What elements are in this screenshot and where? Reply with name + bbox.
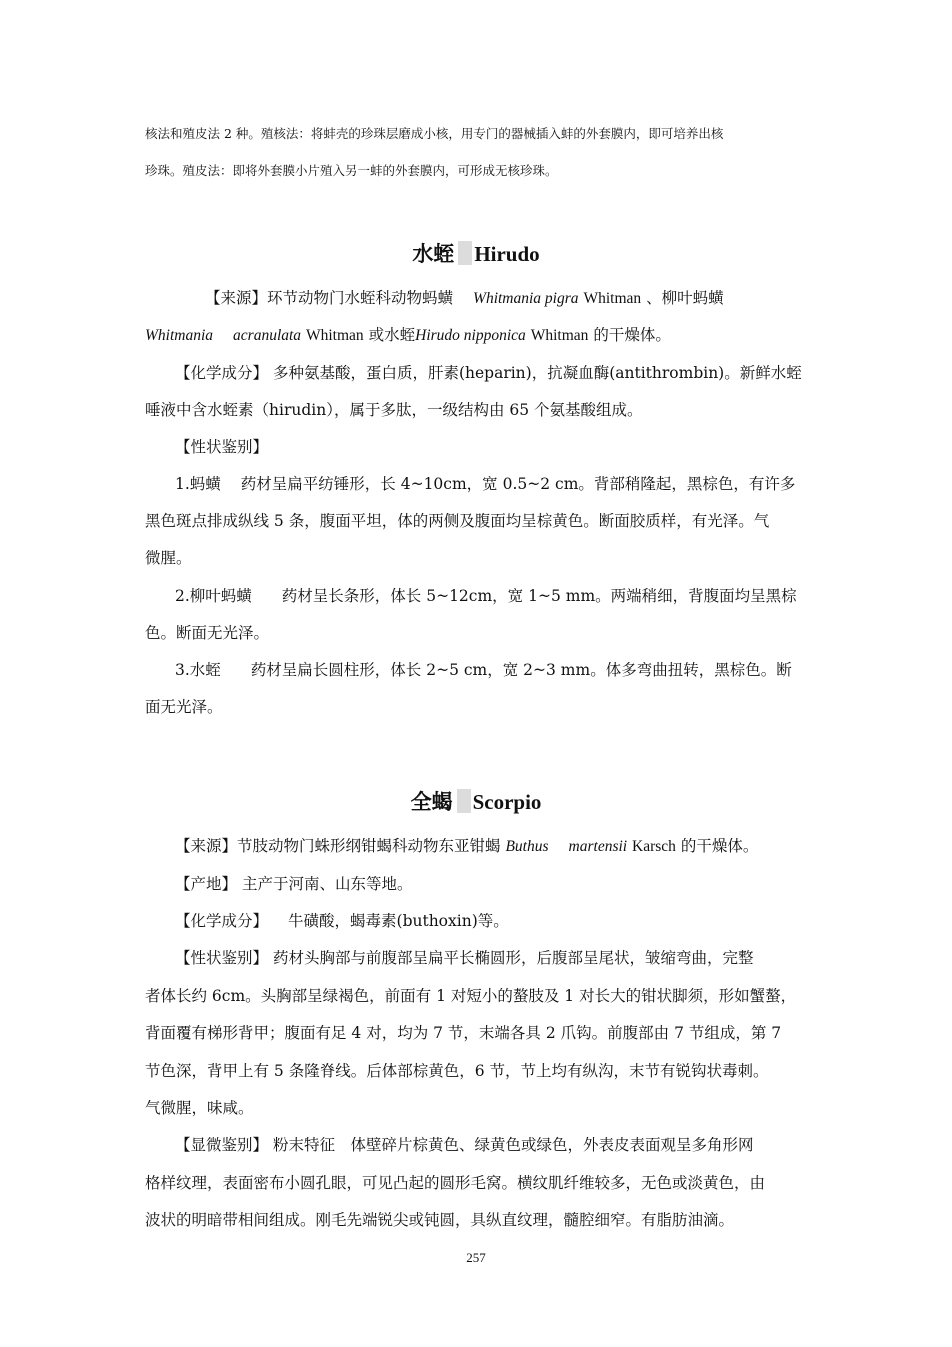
section-title-scorpio (0, 788, 952, 816)
source-label: 【来源】 (205, 289, 268, 307)
species-author: Whitman (530, 327, 589, 344)
title-chinese: 全蝎 (410, 789, 453, 814)
species-genus: Whitmania (145, 327, 214, 344)
species-author: Whitman (583, 290, 642, 307)
scorpio-identify-line-1 (175, 948, 810, 968)
source-text: 或水蛭 (368, 326, 416, 344)
scorpio-micro-line-3: 波状的明暗带相间组成。刚毛先端锐尖或钝圆，具纵直纹理，髓腔细窄。有脂肪油滴。 (145, 1211, 735, 1229)
hirudo-source-line-2 (145, 325, 810, 346)
scorpio-identify-line-4: 节色深，背甲上有 5 条隆脊线。后体部棕黄色，6 节，节上均有纵沟，末节有锐钩状毒刺。 (145, 1062, 769, 1080)
species-author: Whitman (306, 327, 364, 344)
species-genus: Buthus (505, 838, 549, 855)
source-text: 环节动物门水蛭科动物蚂蟥 (267, 289, 454, 307)
micro-label: 【显微鉴别】 (175, 1136, 269, 1154)
item-text: 药材呈扁平纺锤形，长 4~10cm，宽 0.5~2 cm。背部稍隆起，黑棕色，有许多 (240, 475, 796, 493)
chem-text: 多种氨基酸，蛋白质，肝素(heparin)，抗凝血酶(antithrombin)。新鲜水蛭 (272, 364, 802, 382)
item-name: 2.柳叶蚂蟥 (175, 587, 252, 605)
chem-text: 牛磺酸，蝎毒素(buthoxin)等。 (288, 912, 509, 930)
scorpio-origin-line (175, 874, 810, 894)
species-epithet: martensii (568, 838, 628, 855)
hirudo-item3-line-2: 面无光泽。 (145, 698, 223, 716)
hirudo-chem-line-2: 唾液中含水蛭素（hirudin），属于多肽，一级结构由 65 个氨基酸组成。 (145, 401, 643, 419)
scorpio-chem-line (175, 911, 810, 931)
hirudo-source-line-1 (205, 288, 870, 309)
intro-line-2: 珍珠。殖皮法：即将外套膜小片殖入另一蚌的外套膜内，可形成无核珍珠。 (145, 163, 558, 178)
item-name: 3.水蛭 (175, 661, 221, 679)
scorpio-micro-line-1 (175, 1135, 810, 1155)
source-text: 的干燥体。 (593, 326, 671, 344)
species-epithet: acranulata (233, 327, 302, 344)
section-title-hirudo (0, 240, 952, 268)
source-text: 、柳叶蚂蟥 (646, 289, 724, 307)
source-text: 的干燥体。 (680, 837, 759, 855)
hirudo-chem-line-1 (175, 363, 810, 383)
identify-label: 【性状鉴别】 (175, 949, 269, 967)
hirudo-item2-line-2: 色。断面无光泽。 (145, 624, 270, 642)
origin-label: 【产地】 (175, 875, 238, 893)
item-text: 药材呈扁长圆柱形，体长 2~5 cm，宽 2~3 mm。体多弯曲扭转，黑棕色。断 (250, 661, 792, 679)
title-chinese: 水蛭 (412, 241, 455, 266)
title-latin: Hirudo (474, 242, 540, 266)
species-name: Whitmania pigra (473, 290, 579, 307)
item-name: 1.蚂蟥 (175, 475, 221, 493)
scorpio-identify-line-2: 者体长约 6cm。头胸部呈绿褐色，前面有 1 对短小的螯肢及 1 对长大的钳状脚须，形如蟹螯， (145, 987, 797, 1005)
intro-line-1: 核法和殖皮法 2 种。殖核法：将蚌壳的珍珠层磨成小核，用专门的器械插入蚌的外套膜内，即可培养出核 (145, 126, 724, 141)
hirudo-item1-line-2: 黑色斑点排成纵线 5 条，腹面平坦，体的两侧及腹面均呈棕黄色。断面胶质样，有光泽。气 (145, 512, 770, 530)
scorpio-identify-line-3: 背面覆有梯形背甲；腹面有足 4 对，均为 7 节，末端各具 2 爪钩。前腹部由 7 节组成，第 7 (145, 1024, 782, 1042)
title-gap-mark (458, 241, 472, 265)
hirudo-item2-line-1 (175, 586, 810, 606)
hirudo-item1-line-3: 微腥。 (145, 549, 192, 567)
source-text: 节肢动物门蛛形纲钳蝎科动物东亚钳蝎 (237, 837, 501, 855)
hirudo-identify-label: 【性状鉴别】 (175, 438, 269, 456)
scorpio-identify-line-5: 气微腥，味咸。 (145, 1099, 254, 1117)
item-text: 药材呈长条形，体长 5~12cm，宽 1~5 mm。两端稍细，背腹面均呈黑棕 (281, 587, 797, 605)
micro-text: 粉末特征 体壁碎片棕黄色、绿黄色或绿色，外表皮表面观呈多角形网 (272, 1136, 754, 1154)
species-author: Karsch (632, 838, 676, 855)
species-name: Hirudo nipponica (415, 327, 526, 344)
source-label: 【来源】 (175, 837, 238, 855)
page-number: 257 (466, 1250, 486, 1265)
chem-label: 【化学成分】 (175, 912, 269, 930)
scorpio-source-line (175, 836, 810, 857)
hirudo-item1-line-1 (175, 474, 810, 494)
chem-label: 【化学成分】 (175, 364, 269, 382)
scorpio-micro-line-2: 格样纹理，表面密布小圆孔眼，可见凸起的圆形毛窝。横纹肌纤维较多，无色或淡黄色，由 (145, 1174, 766, 1192)
hirudo-item3-line-1 (175, 660, 810, 680)
title-latin: Scorpio (472, 790, 542, 814)
identify-text: 药材头胸部与前腹部呈扁平长椭圆形，后腹部呈尾状，皱缩弯曲，完整 (272, 949, 754, 967)
title-gap-mark (457, 789, 471, 813)
origin-text: 主产于河南、山东等地。 (241, 875, 413, 893)
